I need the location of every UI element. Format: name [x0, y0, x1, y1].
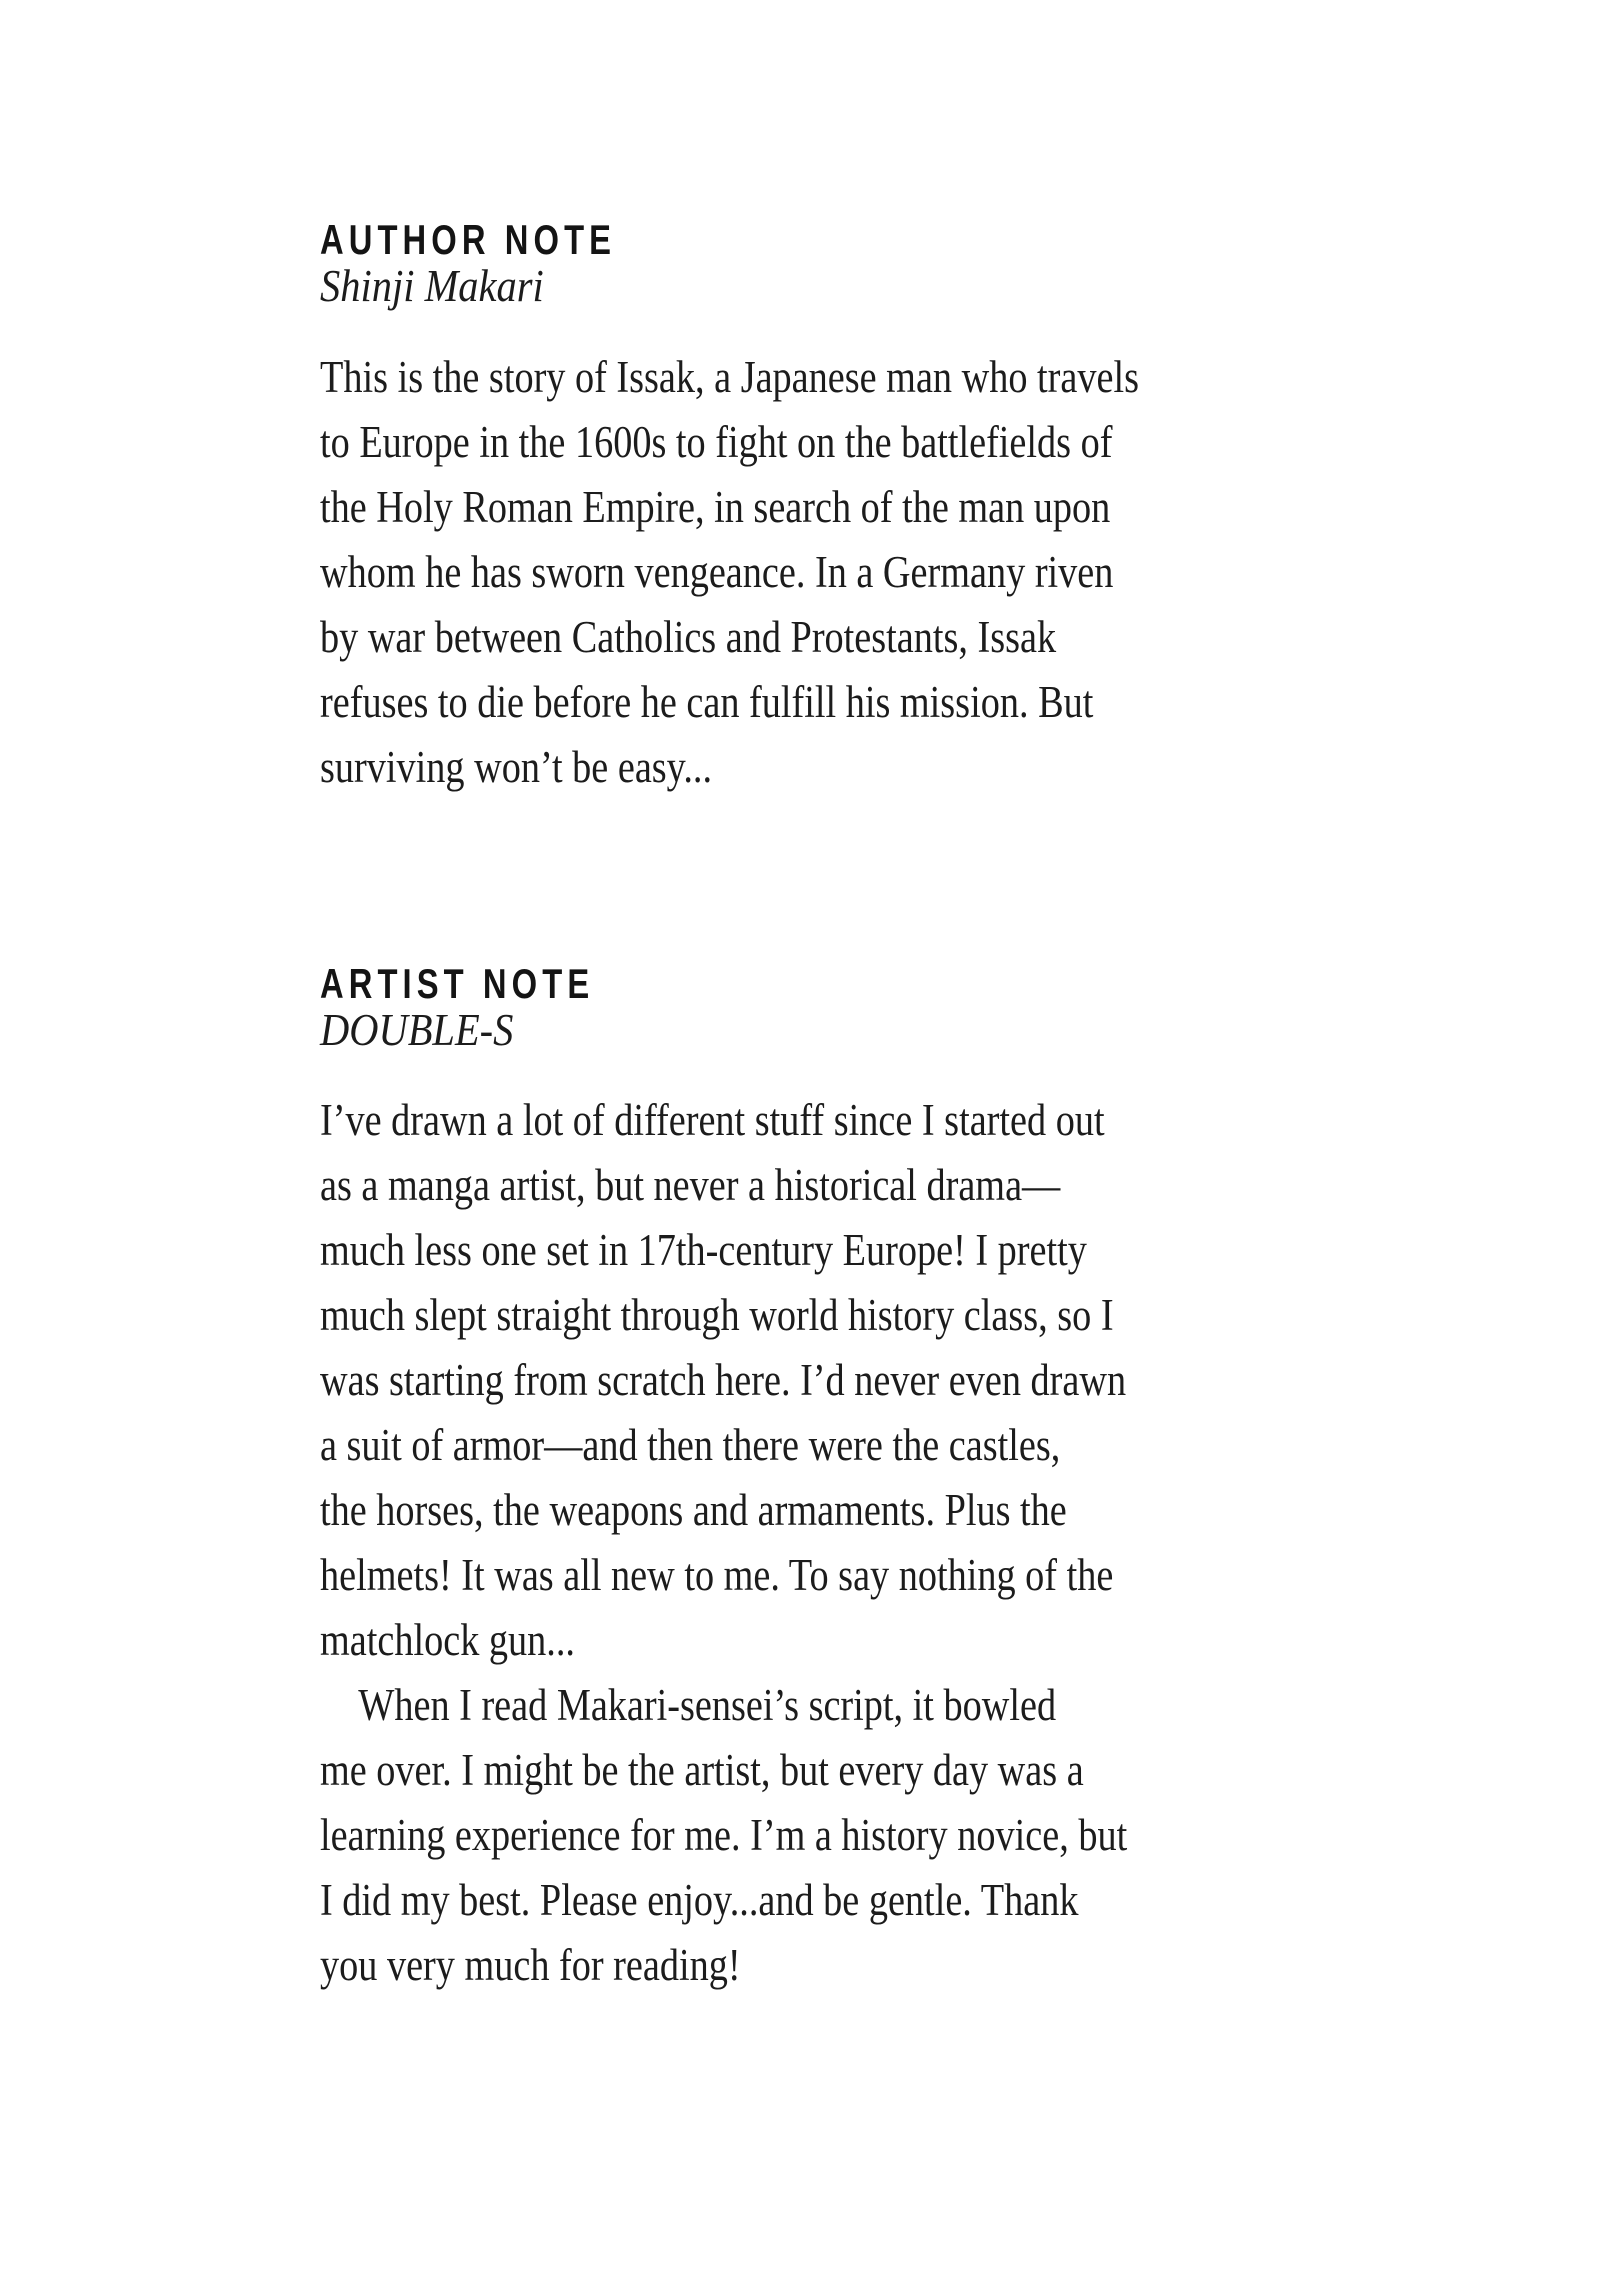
text-line: you very much for reading! [320, 1940, 741, 1990]
text-line: the Holy Roman Empire, in search of the man upon [320, 482, 1111, 532]
text-line: I did my best. Please enjoy...and be gentle. Thank [320, 1875, 1079, 1925]
text-line: me over. I might be the artist, but every day was a [320, 1745, 1084, 1795]
text-line: helmets! It was all new to me. To say nothing of the [320, 1550, 1114, 1600]
text-line: When I read Makari-sensei’s script, it bowled [358, 1680, 1057, 1730]
text-line: matchlock gun... [320, 1615, 575, 1665]
artist-note-paragraph-1 [320, 1088, 1340, 1673]
text-line: by war between Catholics and Protestants, Issak [320, 612, 1057, 662]
text-line: much slept straight through world history class, so I [320, 1290, 1114, 1340]
text-line: was starting from scratch here. I’d never even drawn [320, 1355, 1127, 1405]
text-line: surviving won’t be easy... [320, 742, 713, 792]
text-line: learning experience for me. I’m a history novice, but [320, 1810, 1128, 1860]
artist-note-byline: DOUBLE-S [320, 1004, 514, 1055]
author-note-paragraph [320, 345, 1340, 800]
text-line: the horses, the weapons and armaments. Plus the [320, 1485, 1067, 1535]
text-line: whom he has sworn vengeance. In a Germany riven [320, 547, 1114, 597]
text-line: This is the story of Issak, a Japanese man who travels [320, 352, 1140, 402]
text-line: to Europe in the 1600s to fight on the battlefields of [320, 417, 1113, 467]
text-line: as a manga artist, but never a historical drama— [320, 1160, 1061, 1210]
text-line: refuses to die before he can fulfill his mission. But [320, 677, 1094, 727]
text-line: much less one set in 17th-century Europe! I pretty [320, 1225, 1087, 1275]
author-note-byline: Shinji Makari [320, 260, 544, 311]
text-line: I’ve drawn a lot of different stuff since I started out [320, 1095, 1105, 1145]
artist-note-paragraph-2 [320, 1673, 1340, 1998]
author-note-heading: AUTHOR NOTE [320, 216, 617, 263]
text-line: a suit of armor—and then there were the castles, [320, 1420, 1061, 1470]
artist-note-heading: ARTIST NOTE [320, 960, 595, 1007]
